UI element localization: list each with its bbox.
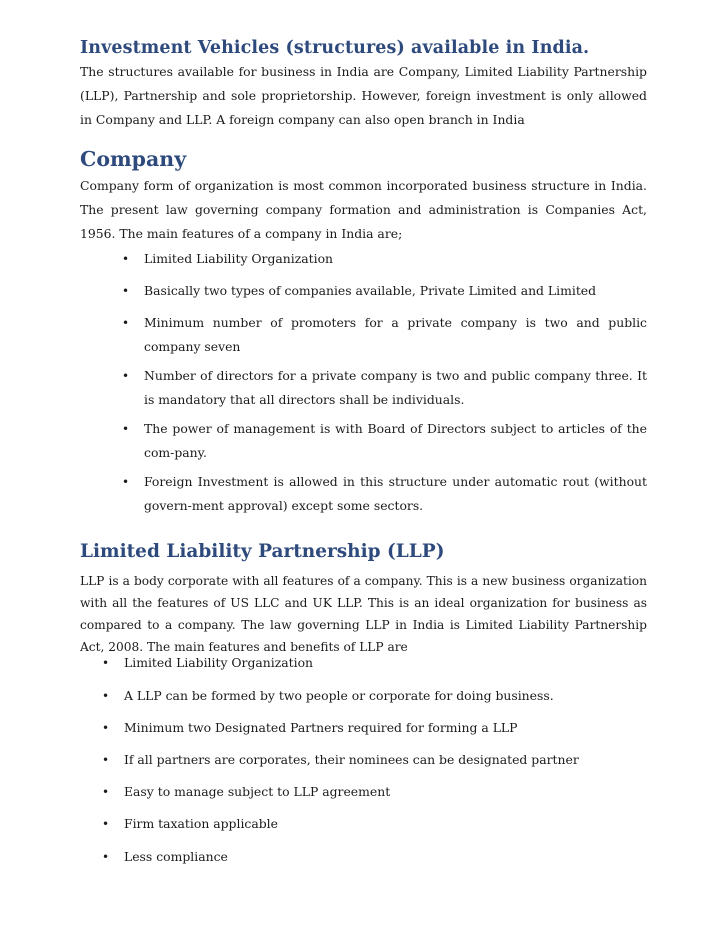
list-item-text: If all partners are corporates, their nominees can be designated partner — [124, 752, 579, 767]
company-paragraph: Company form of organization is most common incorporated business structure in India. The present law governing company formation and administration is Companies Act, 1956. The main features of a company in India are; — [80, 178, 647, 241]
bullet-icon: • — [102, 721, 110, 735]
list-item-text: Basically two types of companies available, Private Limited and Limited — [144, 283, 597, 298]
list-item — [122, 311, 647, 359]
intro-paragraph: The structures available for business in India are Company, Limited Liability Partnership (LLP), Partnership and sole proprietorship. However, foreign investment is only allowed in Company and LLP. A foreign company can also open branch in India — [80, 64, 647, 127]
company-heading: Company — [80, 147, 187, 171]
list-item-text: Limited Liability Organization — [144, 251, 334, 266]
list-item — [102, 812, 647, 836]
list-item-text: The power of management is with Board of Directors subject to articles of the com-pany. — [144, 421, 647, 460]
list-item — [122, 364, 647, 412]
list-item — [122, 417, 647, 465]
list-item-text: Number of directors for a private company is two and public company three. It is mandatory that all directors shall be individuals. — [144, 368, 647, 407]
llp-paragraph: LLP is a body corporate with all features of a company. This is a new business organization with all the features of US LLC and UK LLP. This is an ideal organization for business as compared to a company. The law governing LLP in India is Limited Liability Partnership Act, 2008. The main features and benefits of LLP are — [80, 574, 647, 654]
bullet-icon: • — [102, 785, 110, 799]
list-item — [102, 651, 647, 675]
list-item — [102, 845, 647, 869]
list-item — [122, 470, 647, 518]
list-item-text: Minimum two Designated Partners required for forming a LLP — [124, 720, 518, 735]
list-item-text: Foreign Investment is allowed in this structure under automatic rout (without govern-ment approval) except some sectors. — [144, 474, 647, 513]
bullet-icon: • — [122, 369, 130, 383]
list-item — [102, 780, 647, 804]
bullet-icon: • — [122, 316, 130, 330]
list-item-text: Limited Liability Organization — [124, 655, 314, 670]
list-item — [102, 684, 647, 708]
bullet-icon: • — [122, 475, 130, 489]
list-item — [102, 716, 647, 740]
main-heading: Investment Vehicles (structures) available in India. — [80, 38, 590, 58]
bullet-icon: • — [102, 689, 110, 703]
bullet-icon: • — [102, 850, 110, 864]
list-item-text: Minimum number of promoters for a private company is two and public company seven — [144, 315, 647, 354]
list-item — [102, 748, 647, 772]
list-item — [122, 279, 647, 303]
list-item-text: A LLP can be formed by two people or corporate for doing business. — [124, 688, 554, 703]
list-item — [122, 247, 647, 271]
llp-heading: Limited Liability Partnership (LLP) — [80, 541, 445, 562]
list-item-text: Less compliance — [124, 849, 228, 864]
bullet-icon: • — [122, 284, 130, 298]
bullet-icon: • — [122, 252, 130, 266]
list-item-text: Firm taxation applicable — [124, 816, 278, 831]
bullet-icon: • — [122, 422, 130, 436]
bullet-icon: • — [102, 753, 110, 767]
bullet-icon: • — [102, 817, 110, 831]
bullet-icon: • — [102, 656, 110, 670]
list-item-text: Easy to manage subject to LLP agreement — [124, 784, 391, 799]
